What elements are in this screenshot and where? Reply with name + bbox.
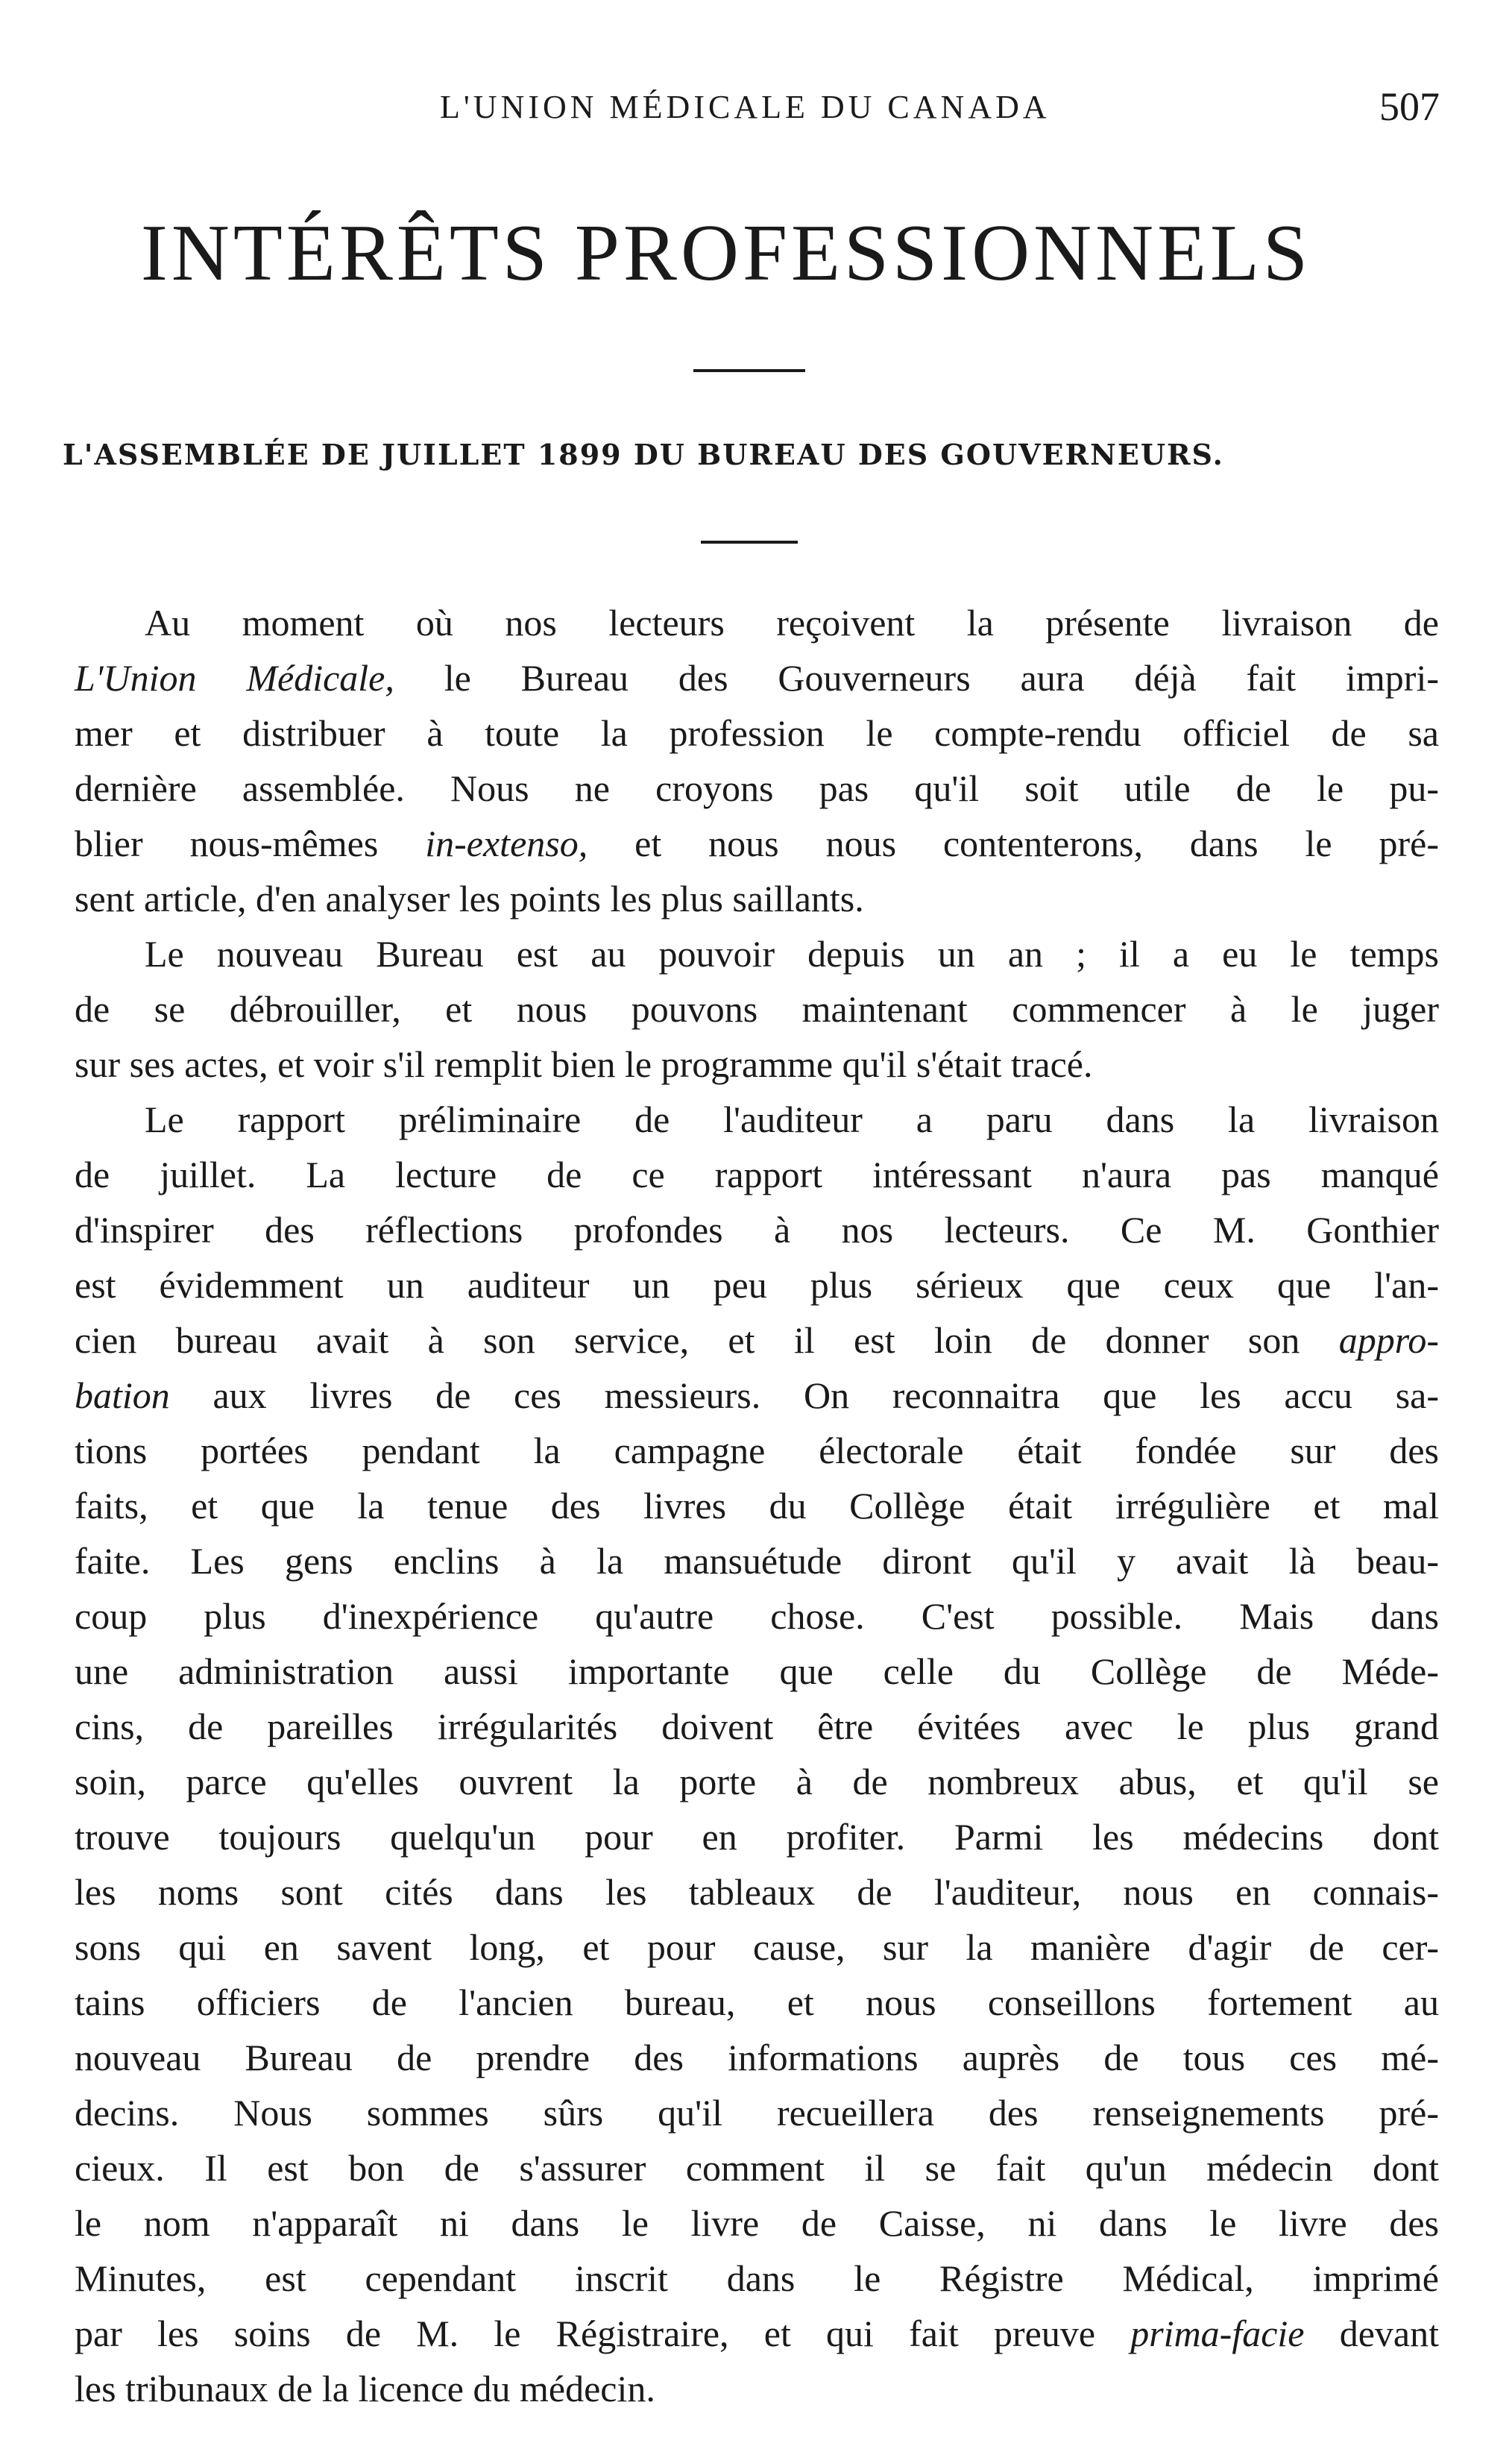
- italic-text: appro-: [1338, 1319, 1439, 1361]
- text-line: de se débrouiller, et nous pouvons maintenant commencer à le juger: [75, 988, 1439, 1030]
- text-line: par les soins de M. le Régistraire, et qui fait preuve prima-facie devant: [75, 2313, 1439, 2354]
- text-line: bation aux livres de ces messieurs. On reconnaitra que les accu sa-: [75, 1374, 1439, 1416]
- running-header: [0, 84, 1512, 140]
- journal-name: L'UNION MÉDICALE DU CANADA: [440, 89, 1050, 125]
- text-line: decins. Nous sommes sûrs qu'il recueillera des renseignements pré-: [75, 2092, 1439, 2134]
- text-line: les tribunaux de la licence du médecin.: [75, 2368, 655, 2409]
- text-line: sons qui en savent long, et pour cause, sur la manière d'agir de cer-: [75, 1926, 1439, 1968]
- text-line: Minutes, est cependant inscrit dans le Régistre Médical, imprimé: [75, 2257, 1439, 2299]
- text-line: soin, parce qu'elles ouvrent la porte à de nombreux abus, et qu'il se: [75, 1761, 1439, 1802]
- text-line: trouve toujours quelqu'un pour en profiter. Parmi les médecins dont: [75, 1816, 1439, 1858]
- article-body: [75, 595, 1439, 2416]
- text-line: Le nouveau Bureau est au pouvoir depuis un an ; il a eu le temps: [145, 933, 1439, 975]
- text-line: blier nous-mêmes in-extenso, et nous nous contenterons, dans le pré-: [75, 823, 1439, 864]
- divider-rule: [701, 541, 798, 544]
- text-line: coup plus d'inexpérience qu'autre chose. C'est possible. Mais dans: [75, 1595, 1439, 1637]
- text-line: les noms sont cités dans les tableaux de l'auditeur, nous en connais-: [75, 1871, 1439, 1913]
- italic-text: prima-facie: [1130, 2313, 1305, 2354]
- italic-text: in-extenso,: [425, 823, 588, 864]
- text-line: faits, et que la tenue des livres du Collège était irrégulière et mal: [75, 1485, 1439, 1527]
- text-line: sent article, d'en analyser les points les plus saillants.: [75, 878, 864, 920]
- text-line: de juillet. La lecture de ce rapport intéressant n'aura pas manqué: [75, 1154, 1439, 1195]
- text-line: L'Union Médicale, le Bureau des Gouverneurs aura déjà fait impri-: [75, 657, 1439, 699]
- text-line: nouveau Bureau de prendre des informations auprès de tous ces mé-: [75, 2037, 1439, 2078]
- italic-text: bation: [75, 1374, 170, 1416]
- page-number: 507: [1379, 84, 1440, 129]
- section-title: INTÉRÊTS PROFESSIONNELS: [140, 209, 1312, 298]
- divider-rule: [693, 369, 805, 372]
- text-line: cins, de pareilles irrégularités doivent être évitées avec le plus grand: [75, 1706, 1439, 1747]
- text-line: d'inspirer des réflections profondes à nos lecteurs. Ce M. Gonthier: [75, 1209, 1439, 1251]
- italic-text: L'Union Médicale,: [75, 657, 394, 699]
- text-line: cieux. Il est bon de s'assurer comment il se fait qu'un médecin dont: [75, 2147, 1439, 2189]
- text-line: est évidemment un auditeur un peu plus sérieux que ceux que l'an-: [75, 1264, 1439, 1306]
- text-line: sur ses actes, et voir s'il remplit bien le programme qu'il s'était tracé.: [75, 1043, 1093, 1085]
- text-line: tains officiers de l'ancien bureau, et nous conseillons fortement au: [75, 1981, 1439, 2023]
- text-line: tions portées pendant la campagne électorale était fondée sur des: [75, 1430, 1439, 1471]
- text-line: faite. Les gens enclins à la mansuétude diront qu'il y avait là beau-: [75, 1540, 1439, 1582]
- text-line: Au moment où nos lecteurs reçoivent la présente livraison de: [145, 602, 1439, 644]
- text-line: cien bureau avait à son service, et il est loin de donner son appro-: [75, 1319, 1439, 1361]
- text-line: Le rapport préliminaire de l'auditeur a paru dans la livraison: [145, 1098, 1439, 1140]
- text-line: le nom n'apparaît ni dans le livre de Caisse, ni dans le livre des: [75, 2202, 1439, 2244]
- article-title: L'ASSEMBLÉE DE JUILLET 1899 DU BUREAU DES GOUVERNEURS.: [63, 438, 1224, 471]
- text-line: dernière assemblée. Nous ne croyons pas qu'il soit utile de le pu-: [75, 767, 1439, 809]
- text-line: une administration aussi importante que celle du Collège de Méde-: [75, 1650, 1439, 1692]
- text-line: mer et distribuer à toute la profession le compte-rendu officiel de sa: [75, 712, 1439, 754]
